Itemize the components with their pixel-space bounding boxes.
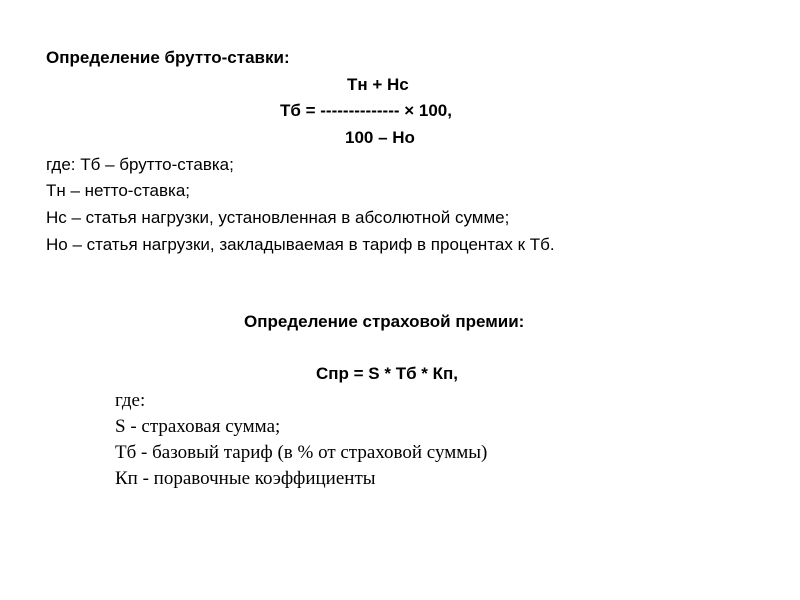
premium-definition-item: S - страховая сумма;: [115, 416, 281, 437]
brutto-definition-item: Нс – статья нагрузки, установленная в абсолютной сумме;: [46, 208, 510, 227]
brutto-definition-item: где: Тб – брутто-ставка;: [46, 155, 234, 174]
brutto-formula-main: Тб = -------------- × 100,: [280, 101, 452, 120]
brutto-formula-numerator: Тн + Нс: [347, 75, 409, 94]
premium-formula: Спр = S * Тб * Кп,: [316, 364, 459, 383]
premium-definition-item: Тб - базовый тариф (в % от страховой суммы): [115, 442, 488, 463]
brutto-definition-item: Но – статья нагрузки, закладываемая в тариф в процентах к Тб.: [46, 235, 555, 254]
premium-definition-item: Кп - поравочные коэффициенты: [115, 468, 376, 489]
brutto-formula-denominator: 100 – Но: [345, 128, 415, 147]
brutto-heading: Определение брутто-ставки:: [46, 48, 290, 67]
premium-heading: Определение страховой премии:: [244, 312, 525, 331]
premium-where-label: где:: [115, 390, 146, 411]
brutto-definition-item: Тн – нетто-ставка;: [46, 181, 191, 200]
